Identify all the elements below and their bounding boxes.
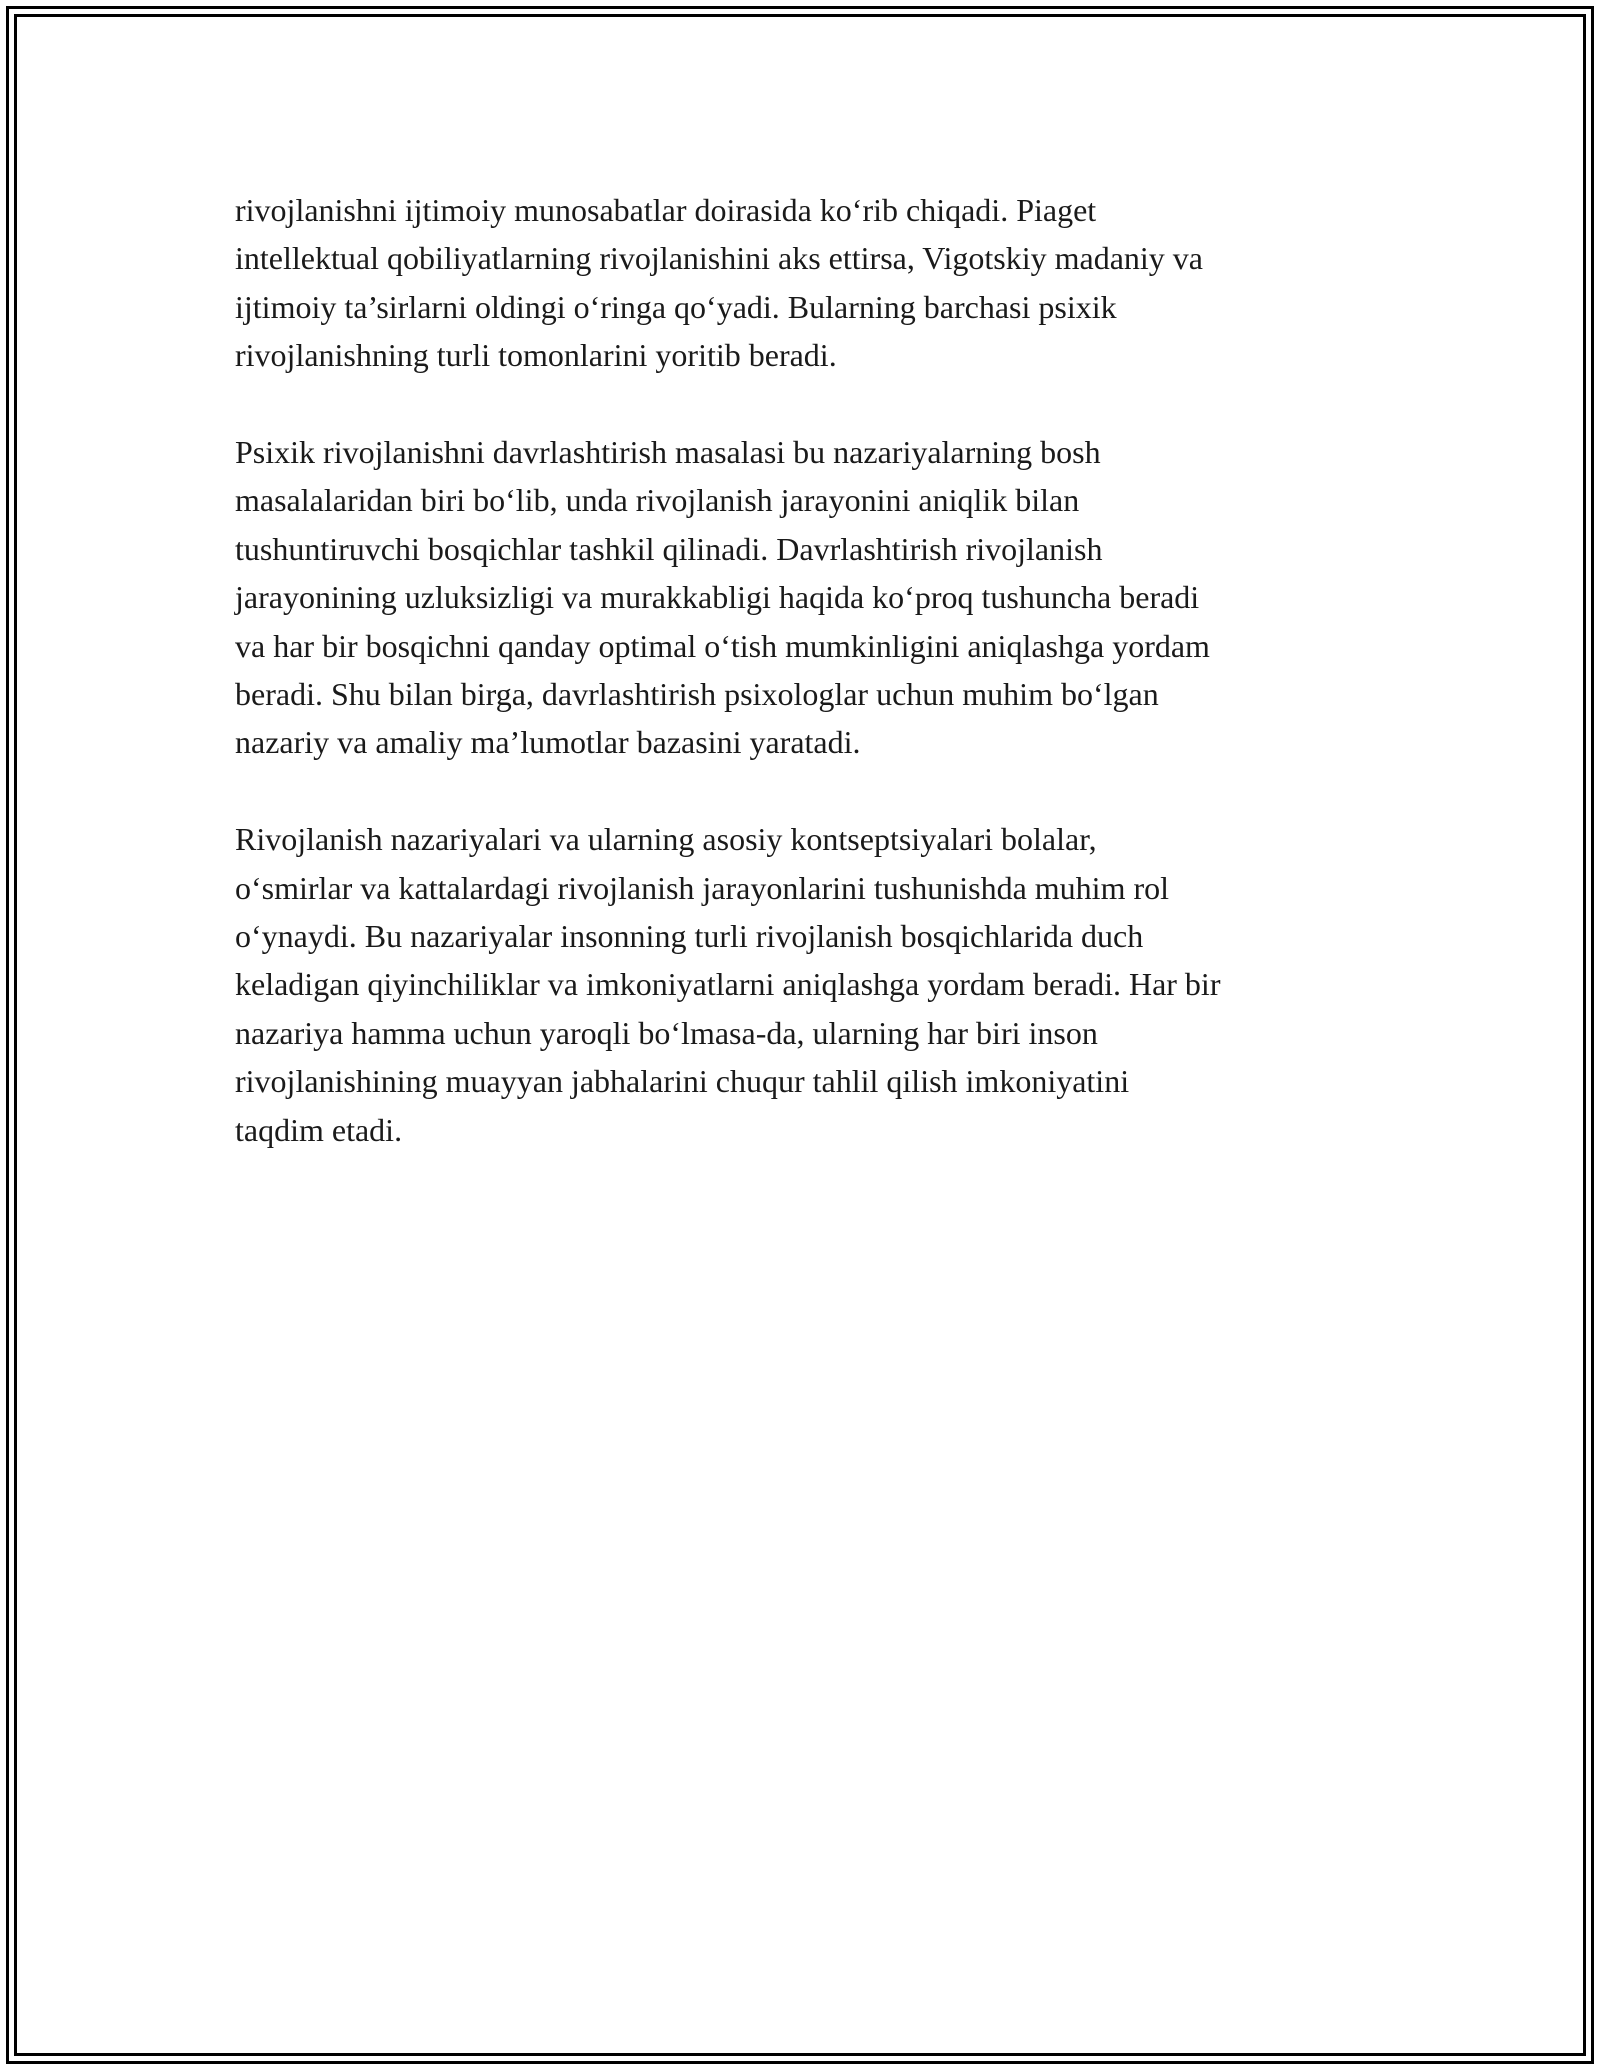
text-line: keladigan qiyinchiliklar va imkoniyatlarni aniqlashga yordam beradi. Har bir xyxy=(235,966,1221,1003)
text-line: tushuntiruvchi bosqichlar tashkil qilinadi. Davrlashtirish rivojlanish xyxy=(235,530,1103,567)
paragraph-2 xyxy=(235,428,1375,767)
text-line: nazariy va amaliy ma’lumotlar bazasini yaratadi. xyxy=(235,724,861,761)
text-line: nazariya hamma uchun yaroqli bo‘lmasa-da, ularning har biri inson xyxy=(235,1014,1098,1051)
text-line: o‘smirlar va kattalardagi rivojlanish jarayonlarini tushunishda muhim rol xyxy=(235,869,1169,906)
text-line: ijtimoiy ta’sirlarni oldingi o‘ringa qo‘yadi. Bularning barchasi psixik xyxy=(235,288,1117,325)
text-line: beradi. Shu bilan birga, davrlashtirish psixologlar uchun muhim bo‘lgan xyxy=(235,676,1159,713)
text-line: va har bir bosqichni qanday optimal o‘tish mumkinligini aniqlashga yordam xyxy=(235,627,1210,664)
text-line: rivojlanishining muayyan jabhalarini chuqur tahlil qilish imkoniyatini xyxy=(235,1063,1130,1100)
text-line: Rivojlanish nazariyalari va ularning asosiy kontseptsiyalari bolalar, xyxy=(235,821,1097,858)
text-line: taqdim etadi. xyxy=(235,1111,403,1148)
text-line: o‘ynaydi. Bu nazariyalar insonning turli rivojlanish bosqichlarida duch xyxy=(235,918,1144,955)
text-line: masalalaridan biri bo‘lib, unda rivojlanish jarayonini aniqlik bilan xyxy=(235,482,1080,519)
paragraph-1 xyxy=(235,186,1375,380)
text-line: intellektual qobiliyatlarning rivojlanishini aks ettirsa, Vigotskiy madaniy va xyxy=(235,240,1203,277)
text-line: rivojlanishni ijtimoiy munosabatlar doirasida ko‘rib chiqadi. Piaget xyxy=(235,192,1097,228)
text-line: jarayonining uzluksizligi va murakkabligi haqida ko‘proq tushuncha beradi xyxy=(235,579,1200,616)
text-line: Psixik rivojlanishni davrlashtirish masalasi bu nazariyalarning bosh xyxy=(235,434,1101,471)
paragraph-3 xyxy=(235,815,1375,1154)
document-body xyxy=(235,186,1375,1202)
text-line: rivojlanishning turli tomonlarini yoritib beradi. xyxy=(235,337,837,374)
